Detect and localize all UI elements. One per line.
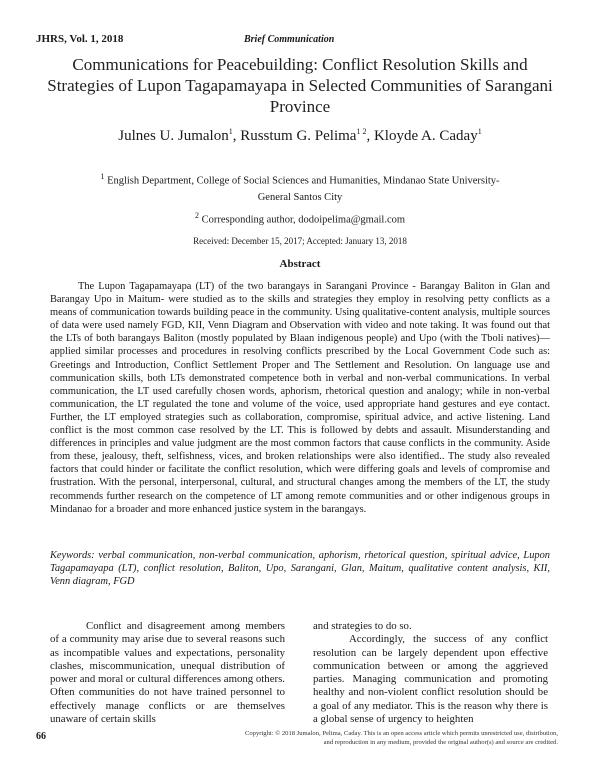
affiliation-1 [60, 170, 540, 188]
keywords: Keywords: verbal communication, non-verbal communication, aphorism, rhetorical question, spiritual advice, Lupon Tagapamayapa (LT), conflict resolution, Baliton, Upo, Sarangani, Glan, Maitum, qualitative content analysis, KII, Venn diagram, FGD [50, 550, 550, 587]
section-label: Brief Communication [244, 34, 335, 45]
author-name: Julnes U. Jumalon [118, 128, 229, 144]
abstract-heading: Abstract [279, 258, 321, 270]
corresponding-author [60, 209, 540, 227]
affiliation-text: English Department, College of Social Sciences and Humanities, Mindanao State University- [107, 175, 500, 187]
body-column-left [50, 620, 285, 726]
page-number: 66 [36, 731, 46, 742]
copyright-line: and reproduction in any medium, provided the original author(s) and source are credited. [323, 739, 558, 746]
author-affiliation-mark: 1 [228, 127, 233, 136]
paper-title: Communications for Peacebuilding: Conflict Resolution Skills and Strategies of Lupon Tagapamayapa in Selected Communities of Sarangani Province [47, 55, 553, 116]
affiliation-mark: 2 [194, 211, 199, 220]
author-list: Julnes U. Jumalon$^1$, Russtum G. Pelima$^{1 2}$, Kloyde A. Caday$^1$ [118, 127, 482, 144]
abstract-text: The Lupon Tagapamayapa (LT) of the two barangays in Sarangani Province - Barangay Baliton in Glan and Barangay Upo in Maitum- were studied as to the skills and strategies they employ in resolving petty conflicts as a means of communication towards building peace in the community. Using qualitative-content analysis, multiple sources of data were used namely FGD, KII, Venn Diagram and Observation with video and note taking. It was found out that the LTs of both barangays Baliton (mostly populated by Blaan indigenous people) and Upo (with the Tboli natives)—applied similar processes and procedures in resolving conflicts prescribed by the Local Government Code such as: Greetings and Introduction, Conflict Settlement Proper and The Settlement and Resolution. On language use and communication skills, both LTs demonstrated competence both in verbal and non-verbal communications. In verbal communication, the LT used carefully chosen words, aphorism, rhetorical question and analogy; while in non-verbal communication, the LT regulated the tone and volume of the voice, used appropriate hand gestures and eye contact. Further, the LT employed strategies such as collaboration, compromise, spiritual advice, and active listening. Land conflict is the most common case resolved by the LT. This is followed by debts and assault. Misunderstanding and differences in principles and value judgment are the most common factors that cause conflicts in the community. Aside from these, jealousy, theft, selfishness, vices, and broken relationships were also identified.. The study also revealed factors that could hinder or facilitate the conflict resolution, which were differing goals and levels of compromise and frustration. With the personal, interpersonal, cultural, and structural changes among the members of the LT, the study recommends further research on the competence of LT among remote communities and or other indigenous groups in Mindanao for a broader and more enhanced justice system in the barangays. [50, 281, 550, 515]
received-accepted-dates: Received: December 15, 2017; Accepted: January 13, 2018 [193, 236, 407, 246]
corresponding-author-text: Corresponding author, dodoipelima@gmail.com [201, 214, 406, 226]
affiliation-mark: 1 [100, 172, 105, 181]
body-paragraph: and strategies to do so. [313, 620, 412, 632]
body-column-right [313, 620, 548, 726]
author-name: Russtum G. Pelima [240, 128, 357, 144]
copyright-notice [130, 729, 558, 747]
journal-name: JHRS, Vol. 1, 2018 [36, 33, 124, 45]
body-paragraph: Conflict and disagreement among members of a community may arise due to several reasons such as incompatible values and expectations, personality clashes, miscommunication, unequal distribution of power and moral or cultural differences among others. Often communities do not have trained personnel to effectively manage conflicts or are themselves unaware of certain skills [50, 620, 285, 726]
author-affiliation-mark: 1 2 [356, 127, 367, 136]
author-affiliation-mark: 1 [477, 127, 482, 136]
copyright-line: Copyright: © 2018 Jumalon, Pelima, Caday. This is an open access article which permits unrestricted use, distribution, [244, 730, 558, 737]
author-name: Kloyde A. Caday [373, 128, 478, 144]
body-paragraph: Accordingly, the success of any conflict resolution can be largely dependent upon effective communication between or among the aggrieved parties. Managing communication and promoting healthy and non-violent conflict resolution should be a goal of any mediator. This is the reason why there is a global sense of urgency to heighten [313, 633, 548, 726]
affiliation-1-line-2: General Santos City [257, 192, 343, 203]
